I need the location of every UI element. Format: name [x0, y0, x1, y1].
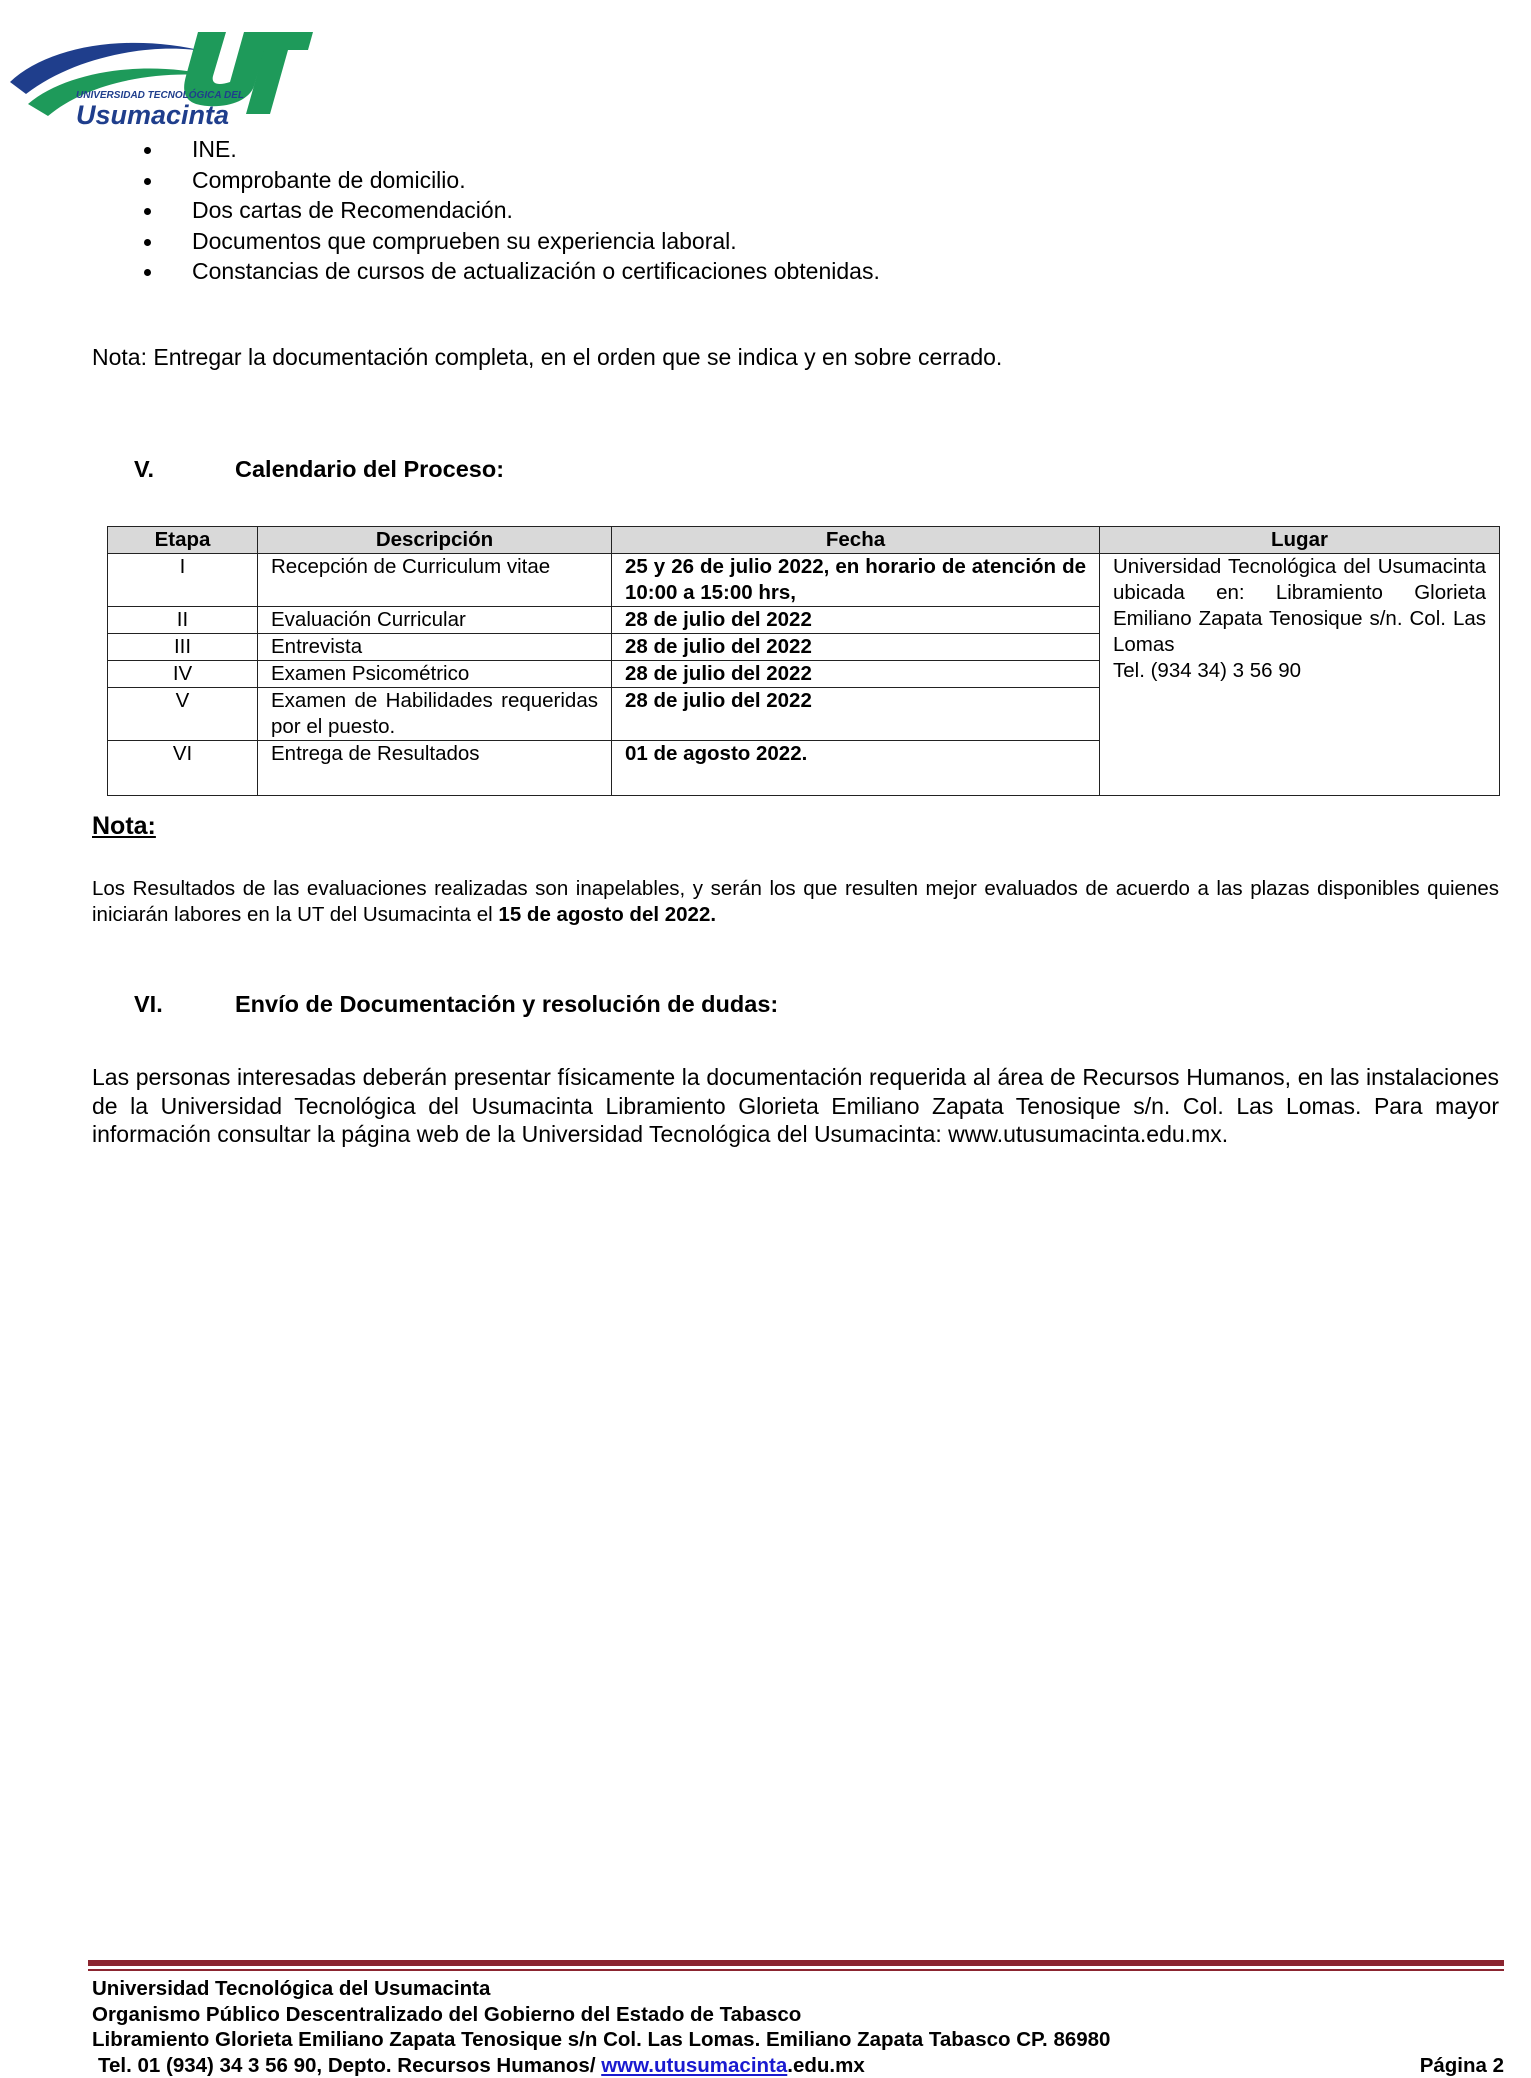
etapa-cell: III [108, 634, 258, 661]
footer-rule [88, 1969, 1504, 1971]
etapa-cell: VI [108, 741, 258, 796]
lugar-text: Universidad Tecnológica del Usumacinta ubicada en: Libramiento Glorieta Emiliano Zapata Tenosique s/n. Col. Las Lomas [1113, 554, 1486, 658]
descripcion-cell: Examen Psicométrico [258, 661, 612, 688]
bullet-icon [144, 178, 151, 185]
university-logo [8, 24, 313, 130]
list-item: INE. [140, 134, 880, 165]
etapa-cell: II [108, 607, 258, 634]
etapa-cell: IV [108, 661, 258, 688]
fecha-cell: 01 de agosto 2022. [612, 741, 1100, 796]
page-number: Página 2 [1420, 2053, 1504, 2078]
footer-line: Organismo Público Descentralizado del Gobierno del Estado de Tabasco [92, 2002, 1504, 2028]
lugar-phone: Tel. (934 34) 3 56 90 [1113, 658, 1486, 684]
etapa-cell: I [108, 554, 258, 607]
descripcion-cell: Evaluación Curricular [258, 607, 612, 634]
envio-text: Las personas interesadas deberán presentar físicamente la documentación requerida al área de Recursos Humanos, en las instalaciones de la Universidad Tecnológica del Usumacinta Libramiento Glorieta Emiliano Zapata Tenosique s/n. Col. Las Lomas. Para mayor información consultar la página web de la Universidad Tecnológica del Usumacinta: www.utusumacinta.edu.mx. [92, 1063, 1499, 1149]
lugar-cell [1100, 554, 1500, 796]
bullet-icon [144, 147, 151, 154]
logo-line2: Usumacinta [76, 100, 229, 130]
fecha-cell: 28 de julio del 2022 [612, 688, 1100, 741]
fecha-cell: 25 y 26 de julio 2022, en horario de atención de 10:00 a 15:00 hrs, [612, 554, 1100, 607]
section-heading [134, 456, 504, 483]
descripcion-cell: Entrega de Resultados [258, 741, 612, 796]
column-header: Fecha [612, 527, 1100, 554]
descripcion-cell: Examen de Habilidades requeridas por el puesto. [258, 688, 612, 741]
column-header: Descripción [258, 527, 612, 554]
bullet-icon [144, 269, 151, 276]
fecha-cell: 28 de julio del 2022 [612, 661, 1100, 688]
section-number: VI. [134, 991, 235, 1018]
list-item: Comprobante de domicilio. [140, 165, 880, 196]
footer-line: Universidad Tecnológica del Usumacinta [92, 1976, 1504, 2002]
section-title: Envío de Documentación y resolución de dudas: [235, 991, 778, 1017]
nota-text: Los Resultados de las evaluaciones realizadas son inapelables, y serán los que resulten mejor evaluados de acuerdo a las plazas disponibles quienes iniciarán labores en la UT del Usumacinta el 15 de agosto del 2022. [92, 876, 1499, 927]
table-header-row [108, 527, 1500, 554]
column-header: Lugar [1100, 527, 1500, 554]
footer-rule [88, 1960, 1504, 1966]
descripcion-cell: Entrevista [258, 634, 612, 661]
descripcion-cell: Recepción de Curriculum vitae [258, 554, 612, 607]
nota-title: Nota: [92, 812, 156, 841]
section-title: Calendario del Proceso: [235, 456, 504, 482]
fecha-cell: 28 de julio del 2022 [612, 607, 1100, 634]
list-item: Constancias de cursos de actualización o certificaciones obtenidas. [140, 256, 880, 287]
footer-line: Libramiento Glorieta Emiliano Zapata Tenosique s/n Col. Las Lomas. Emiliano Zapata Tabasco CP. 86980 [92, 2027, 1504, 2053]
etapa-cell: V [108, 688, 258, 741]
fecha-cell: 28 de julio del 2022 [612, 634, 1100, 661]
list-item: Documentos que comprueben su experiencia laboral. [140, 226, 880, 257]
logo-line1: UNIVERSIDAD TECNOLÓGICA DEL [76, 88, 244, 101]
calendar-table [107, 526, 1500, 796]
table-row [108, 554, 1500, 607]
column-header: Etapa [108, 527, 258, 554]
footer-contact: Tel. 01 (934) 34 3 56 90, Depto. Recursos Humanos/ www.utusumacinta.edu.mx Página 2 [92, 2053, 1504, 2078]
section-number: V. [134, 456, 235, 483]
bullet-icon [144, 239, 151, 246]
section-heading [134, 991, 778, 1018]
website-link[interactable]: www.utusumacinta [601, 2054, 787, 2077]
documentation-note: Nota: Entregar la documentación completa, en el orden que se indica y en sobre cerrado. [92, 342, 1002, 372]
list-item: Dos cartas de Recomendación. [140, 195, 880, 226]
footer [92, 1976, 1504, 2078]
bullet-icon [144, 208, 151, 215]
requirements-list [140, 134, 880, 287]
start-date: 15 de agosto del 2022. [498, 903, 716, 926]
